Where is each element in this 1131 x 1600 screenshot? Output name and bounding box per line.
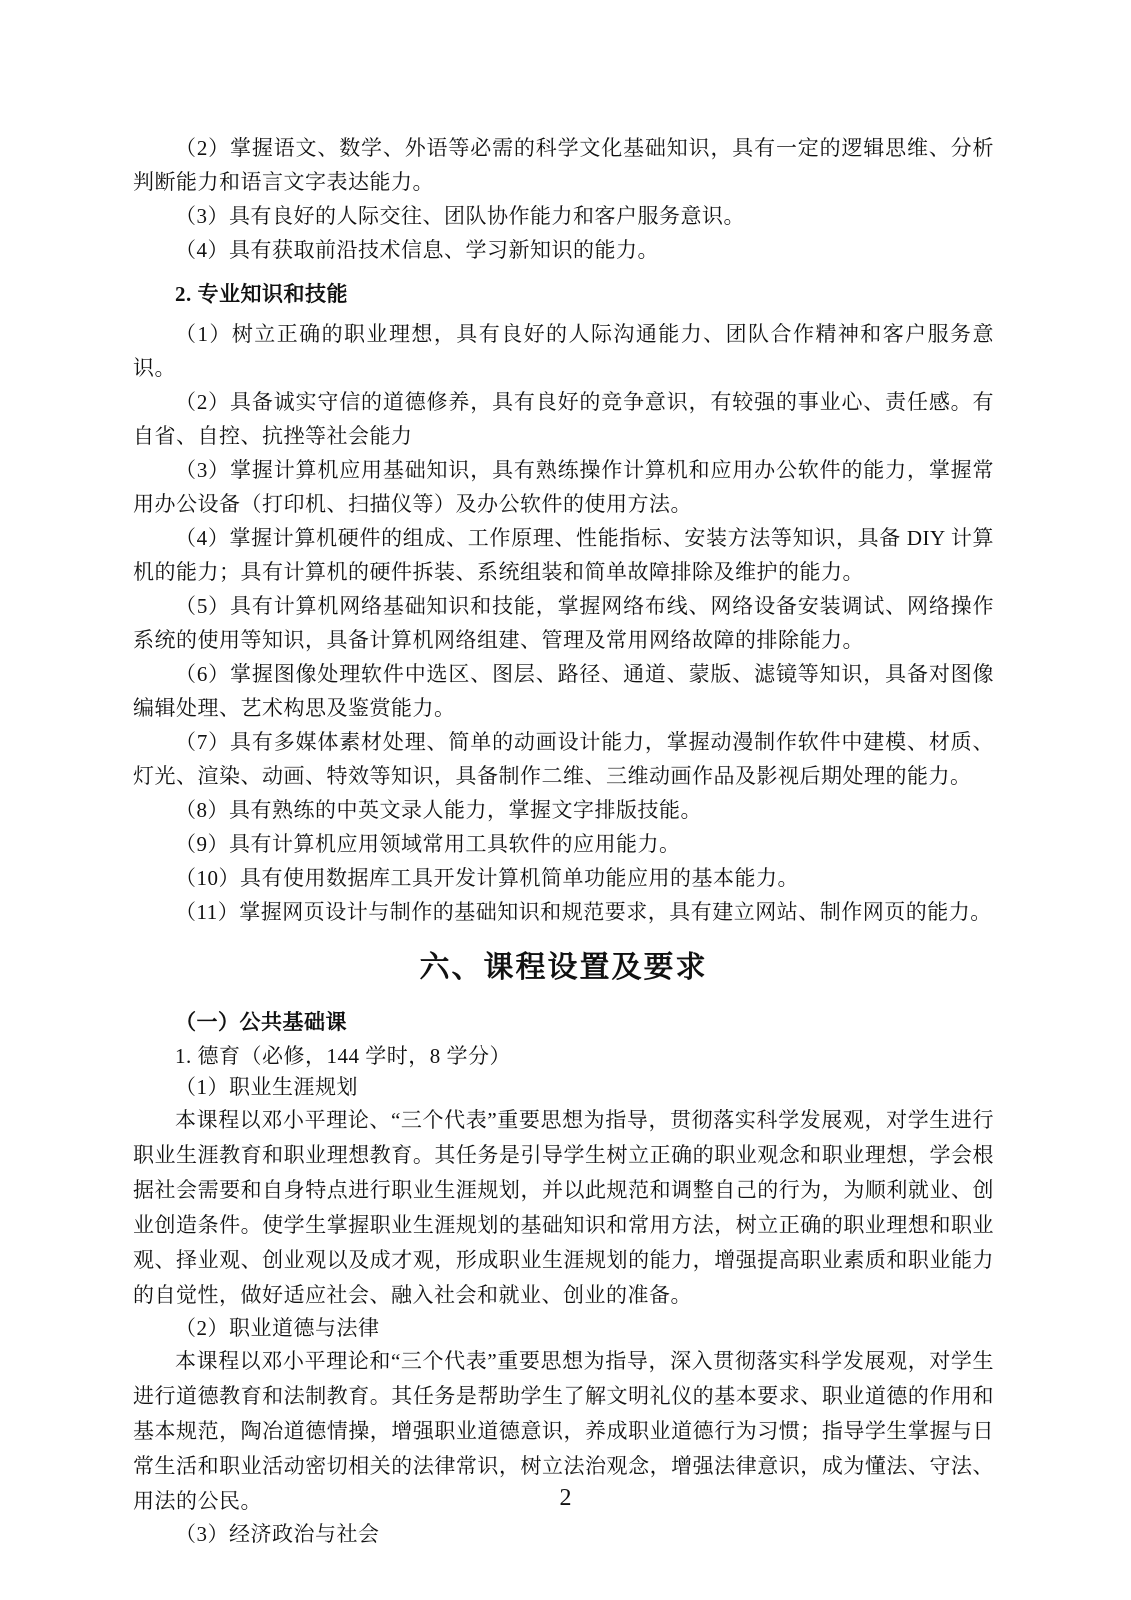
list-item: （11）掌握网页设计与制作的基础知识和规范要求，具有建立网站、制作网页的能力。 xyxy=(175,900,992,924)
section-subheading: 2. 专业知识和技能 xyxy=(175,282,348,306)
section-subheading: （一）公共基础课 xyxy=(175,1010,347,1034)
list-item: （2）掌握语文、数学、外语等必需的科学文化基础知识，具有一定的逻辑思维、分析判断能力和语言文字表达能力。 xyxy=(133,136,994,194)
list-item: （2）具备诚实守信的道德修养，具有良好的竞争意识，有较强的事业心、责任感。有自省、自控、抗挫等社会能力 xyxy=(133,390,994,448)
course-line: （3）经济政治与社会 xyxy=(175,1522,380,1546)
list-item: （6）掌握图像处理软件中选区、图层、路径、通道、蒙版、滤镜等知识，具备对图像编辑处理、艺术构思及鉴赏能力。 xyxy=(133,662,994,720)
body-paragraph: 本课程以邓小平理论、“三个代表”重要思想为指导，贯彻落实科学发展观，对学生进行职业生涯教育和职业理想教育。其任务是引导学生树立正确的职业观念和职业理想，学会根据社会需要和自身特点进行职业生涯规划，并以此规范和调整自己的行为，为顺利就业、创业创造条件。使学生掌握职业生涯规划的基础知识和常用方法，树立正确的职业理想和职业观、择业观、创业观以及成才观，形成职业生涯规划的能力，增强提高职业素质和职业能力的自觉性，做好适应社会、融入社会和就业、创业的准备。 xyxy=(133,1108,994,1307)
list-item: （7）具有多媒体素材处理、简单的动画设计能力，掌握动漫制作软件中建模、材质、灯光、渲染、动画、特效等知识，具备制作二维、三维动画作品及影视后期处理的能力。 xyxy=(133,730,994,788)
page-number: 2 xyxy=(559,1485,572,1511)
list-item: （4）具有获取前沿技术信息、学习新知识的能力。 xyxy=(175,238,659,262)
list-item: （1）树立正确的职业理想，具有良好的人际沟通能力、团队合作精神和客户服务意识。 xyxy=(133,322,994,380)
course-line: （1）职业生涯规划 xyxy=(175,1075,358,1099)
course-line: 1. 德育（必修，144 学时，8 学分） xyxy=(175,1044,511,1068)
list-item: （10）具有使用数据库工具开发计算机简单功能应用的基本能力。 xyxy=(175,866,799,890)
list-item: （4）掌握计算机硬件的组成、工作原理、性能指标、安装方法等知识，具备 DIY 计算机的能力；具有计算机的硬件拆装、系统组装和简单故障排除及维护的能力。 xyxy=(133,526,994,584)
list-item: （3）具有良好的人际交往、团队协作能力和客户服务意识。 xyxy=(175,204,745,228)
course-line: （2）职业道德与法律 xyxy=(175,1316,380,1340)
chapter-heading: 六、课程设置及要求 xyxy=(419,951,708,984)
list-item: （5）具有计算机网络基础知识和技能，掌握网络布线、网络设备安装调试、网络操作系统的使用等知识，具备计算机网络组建、管理及常用网络故障的排除能力。 xyxy=(133,594,994,652)
body-paragraph: 本课程以邓小平理论和“三个代表”重要思想为指导，深入贯彻落实科学发展观，对学生进行道德教育和法制教育。其任务是帮助学生了解文明礼仪的基本要求、职业道德的作用和基本规范，陶冶道德情操，增强职业道德意识，养成职业道德行为习惯；指导学生掌握与日常生活和职业活动密切相关的法律常识，树立法治观念，增强法律意识，成为懂法、守法、用法的公民。 xyxy=(133,1349,994,1513)
list-item: （8）具有熟练的中英文录人能力，掌握文字排版技能。 xyxy=(175,798,702,822)
list-item: （3）掌握计算机应用基础知识，具有熟练操作计算机和应用办公软件的能力，掌握常用办公设备（打印机、扫描仪等）及办公软件的使用方法。 xyxy=(133,458,994,516)
list-item: （9）具有计算机应用领域常用工具软件的应用能力。 xyxy=(175,832,681,856)
